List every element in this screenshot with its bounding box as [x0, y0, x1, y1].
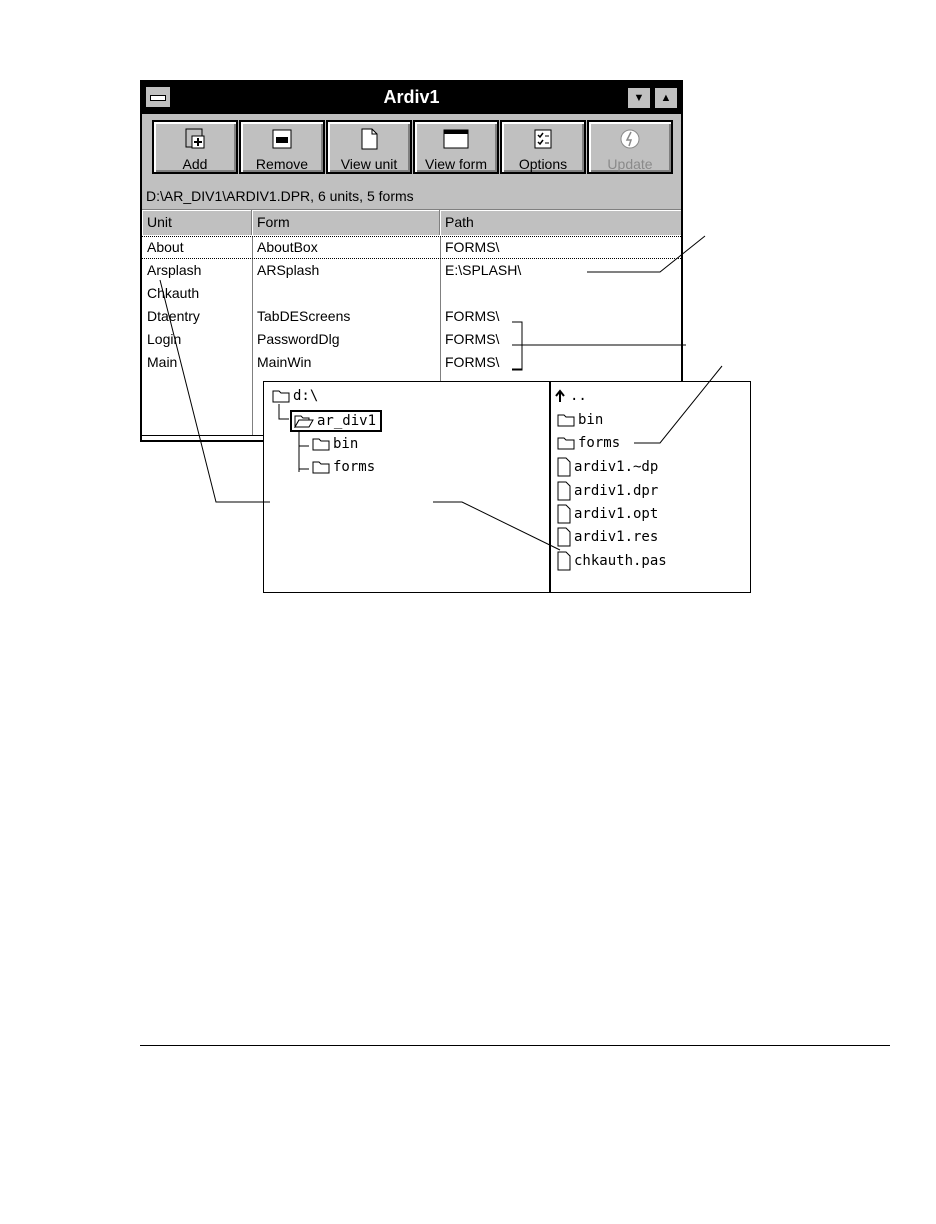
callout-line-chkauth [160, 280, 270, 502]
table-row[interactable]: Main MainWin FORMS\ [147, 354, 500, 370]
column-header-path[interactable]: Path [440, 210, 683, 235]
column-header-form[interactable]: Form [252, 210, 440, 235]
callout-bracket-forms [512, 322, 686, 370]
tree-item-open-folder[interactable]: ar_div1 [290, 410, 382, 432]
callout-ticks [512, 322, 522, 369]
table-row[interactable]: Login PasswordDlg FORMS\ [147, 331, 500, 347]
project-status: D:\AR_DIV1\ARDIV1.DPR, 6 units, 5 forms [142, 184, 681, 210]
file-list-folder-bin[interactable]: bin [557, 410, 603, 430]
table-row[interactable]: About AboutBox FORMS\ [142, 236, 683, 259]
tree-item-root[interactable]: d:\ [272, 386, 318, 406]
file-item[interactable]: ardiv1.opt [557, 504, 658, 524]
file-item[interactable]: ardiv1.res [557, 527, 658, 547]
callout-line-forms-folder [634, 366, 722, 443]
tree-item-forms[interactable]: forms [312, 457, 375, 477]
remove-button[interactable]: Remove [239, 120, 325, 174]
tree-item-bin[interactable]: bin [312, 434, 358, 454]
maximize-button[interactable]: ▲ [654, 87, 678, 109]
minimize-button[interactable]: ▼ [627, 87, 651, 109]
view-form-button[interactable]: View form [413, 120, 499, 174]
window-title: Ardiv1 [383, 87, 440, 107]
parent-directory-item[interactable]: .. [555, 386, 587, 406]
update-button[interactable]: Update [587, 120, 673, 174]
table-row[interactable]: Chkauth [147, 285, 200, 301]
table-row[interactable]: Dtaentry TabDEScreens FORMS\ [147, 308, 500, 324]
page-footer-rule [140, 1045, 890, 1046]
table-row[interactable]: Arsplash ARSplash E:\SPLASH\ [147, 262, 522, 278]
file-item[interactable]: ardiv1.dpr [557, 481, 658, 501]
callout-line-chkauth-file [433, 502, 560, 550]
options-button[interactable]: Options [500, 120, 586, 174]
file-item[interactable]: ardiv1.~dp [557, 457, 658, 477]
view-unit-button[interactable]: View unit [326, 120, 412, 174]
callout-line-splash-path [587, 236, 705, 272]
column-header-unit[interactable]: Unit [142, 210, 252, 235]
add-button[interactable]: Add [152, 120, 238, 174]
file-list-folder-forms[interactable]: forms [557, 433, 620, 453]
file-item[interactable]: chkauth.pas [557, 551, 667, 571]
